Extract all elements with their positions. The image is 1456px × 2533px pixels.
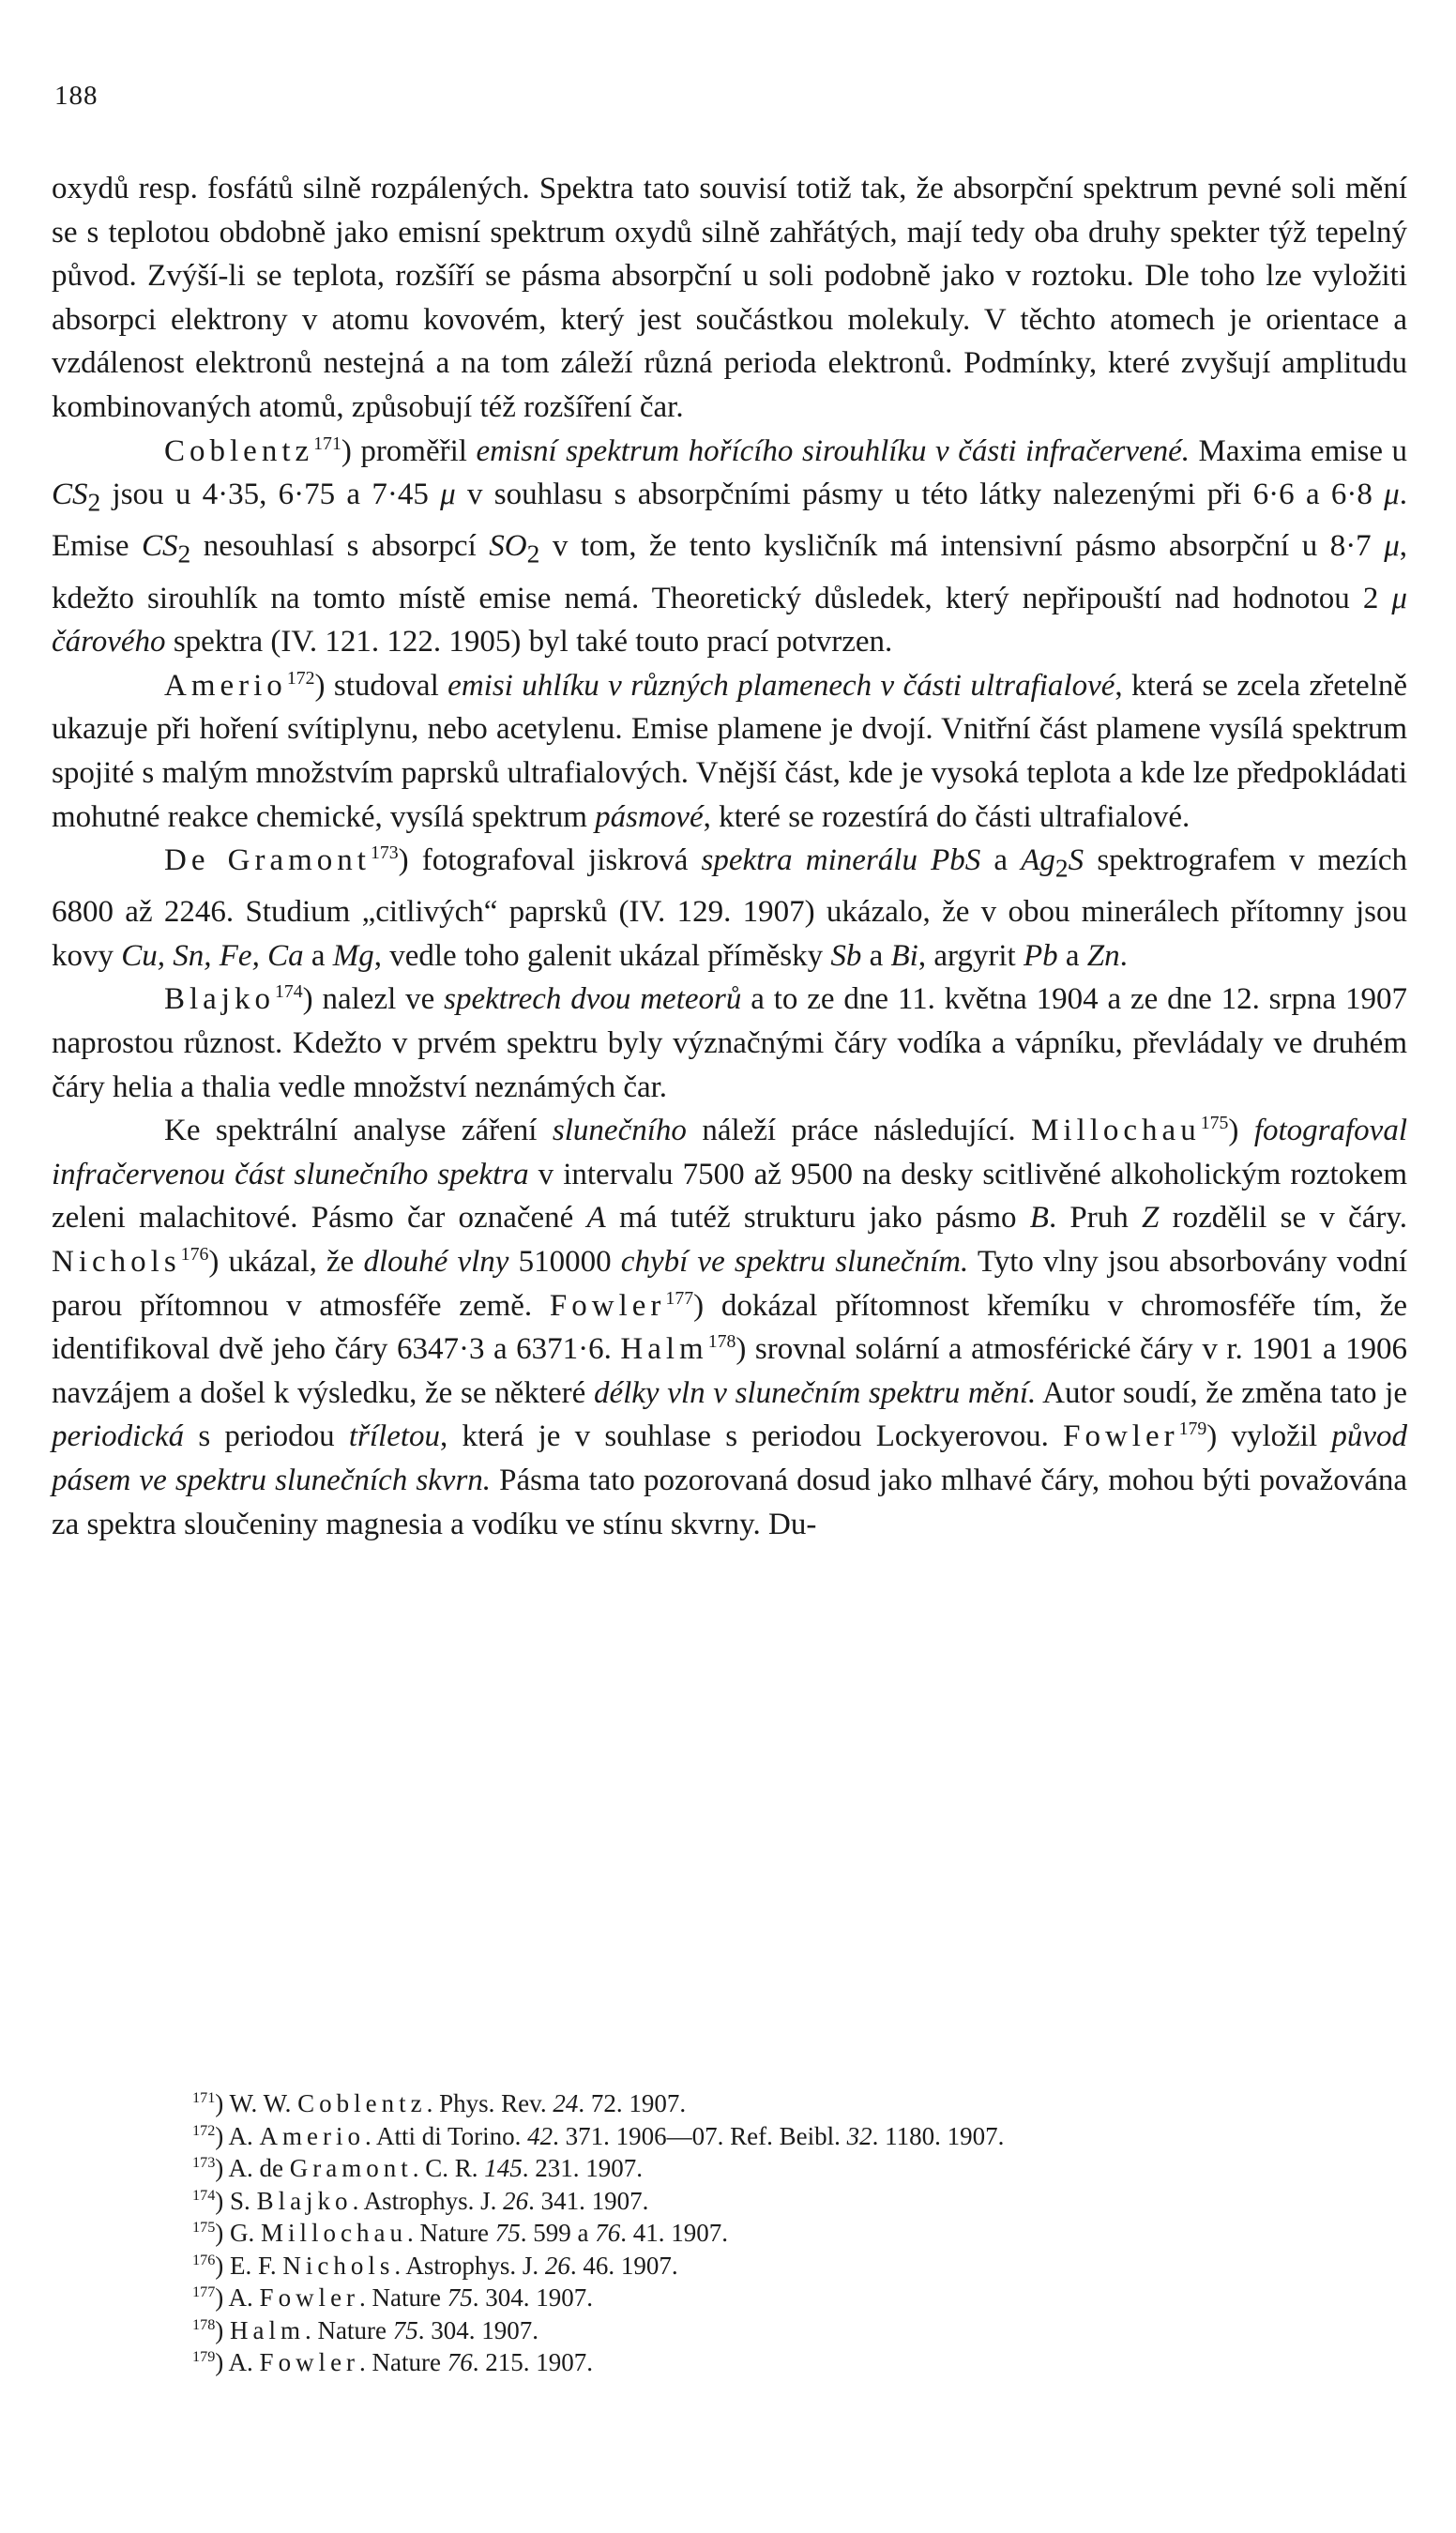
italic-text: Cu, Sn, Fe, Ca: [121, 938, 304, 973]
italic-text: CS: [142, 529, 178, 564]
text-run: . Pruh: [1048, 1201, 1143, 1236]
footnote-paren: ): [215, 2154, 229, 2182]
text-run: jsou u 4·35, 6·75 a 7·45: [100, 478, 441, 512]
footnote-number: 176: [192, 2251, 216, 2268]
text-run: . 215. 1907.: [472, 2348, 594, 2376]
italic-text: A: [586, 1201, 606, 1236]
text-run: , která je v souhlase s periodou Lockyerovou.: [440, 1419, 1064, 1454]
footnote-paren: ): [215, 2251, 231, 2280]
text-run: Maxima emise u: [1190, 433, 1408, 468]
author-name: Coblentz: [164, 433, 314, 468]
author-name: Millochau: [1031, 1114, 1201, 1148]
text-run: ) proměřil: [341, 433, 477, 468]
text-run: , argyrit: [918, 938, 1024, 973]
text-run: 510000: [508, 1245, 621, 1280]
text-run: má tutéž strukturu jako pásmo: [605, 1201, 1030, 1236]
text-run: . 41. 1907.: [620, 2219, 728, 2247]
italic-text: tříletou: [348, 1419, 441, 1454]
footnote-ref: 179: [1178, 1418, 1207, 1440]
italic-text: B: [1029, 1201, 1049, 1236]
italic-text: μ čárového: [52, 581, 1407, 660]
text-run: . Phys. Rev.: [426, 2089, 554, 2117]
italic-text: 75: [494, 2219, 521, 2247]
text-run: a: [303, 938, 333, 973]
text-run: náleží práce následující.: [686, 1114, 1032, 1148]
italic-text: periodická: [52, 1419, 185, 1454]
italic-text: pásmové: [595, 799, 704, 834]
footnote-paren: ): [215, 2186, 231, 2215]
italic-text: chybí ve spektru slunečním.: [620, 1245, 969, 1280]
italic-text: SO: [489, 529, 527, 564]
text-run: . 72. 1907.: [578, 2089, 687, 2117]
text-run: . 46. 1907.: [569, 2251, 678, 2280]
text-run: ): [1228, 1114, 1254, 1148]
author-name: Nichols: [52, 1245, 181, 1280]
footnote-paren: ): [215, 2315, 231, 2344]
text-run: Ke spektrální analyse záření: [164, 1114, 553, 1148]
footnote-ref: 174: [275, 981, 303, 1003]
text-run: ) nalezl ve: [302, 982, 445, 1017]
footnote: [52, 2250, 1407, 2283]
italic-text: Mg: [332, 938, 374, 973]
italic-text: Bi: [890, 938, 918, 973]
author-name: De Gramont: [164, 843, 371, 878]
italic-text: 32: [846, 2121, 872, 2150]
footnote: [52, 2346, 1407, 2379]
text-run: a to ze dne 11. května 1904 a ze dne 12. srpna 1907 naprostou různost. Kdežto v prvém spektru byly význačnými čáry vodíka a vápníku, převládaly ve druhém čáry helia a thalia vedle množství neznámých čar.: [52, 982, 1408, 1104]
text-run: s periodou: [184, 1419, 349, 1454]
footnote-number: 172: [192, 2121, 216, 2139]
text-run: A.: [228, 2348, 260, 2376]
text-run: rozdělil se v čáry.: [1159, 1201, 1408, 1236]
italic-text: 75: [447, 2283, 473, 2312]
footnote-ref: 171: [313, 432, 341, 454]
footnote: [52, 2314, 1407, 2347]
italic-text: spektra minerálu PbS: [701, 843, 981, 878]
author-name: Nichols: [282, 2251, 395, 2280]
text-run: , která se zcela zřetelně ukazuje při hoření svítiplynu, nebo acetylenu. Emise plamene je dvojí. Vnitřní část plamene vysílá spektrum spojité s malým množstvím paprsků ultrafialových. Vnější část, kde je vysoká teplota a kde lze předpokládati mohutné reakce chemické, vysílá spektrum: [52, 668, 1407, 834]
text-run: . 231. 1907.: [522, 2154, 644, 2182]
text-run: . 371. 1906—07. Ref. Beibl.: [553, 2121, 847, 2150]
italic-text: 75: [392, 2315, 418, 2344]
subscript: 2: [1054, 853, 1069, 883]
author-name: Fowler: [259, 2283, 360, 2312]
author-name: Fowler: [549, 1288, 666, 1323]
text-run: A.: [228, 2121, 260, 2150]
footnote-number: 175: [192, 2219, 216, 2236]
text-run: G.: [230, 2219, 262, 2247]
italic-text: emisi uhlíku v různých plamenech v části ultrafialové: [447, 668, 1115, 703]
text-run: , kdežto sirouhlík na tomto místě emise nemá. Theoretický důsledek, který nepřipouští nad hodnotou 2: [52, 529, 1408, 615]
body-text: [52, 167, 1407, 1546]
subscript: 2: [526, 538, 540, 569]
footnote-number: 174: [192, 2186, 216, 2204]
text-run: v tom, že tento kysličník má intensivní pásmo absorpční u 8·7: [539, 529, 1385, 564]
text-run: S.: [230, 2186, 257, 2215]
text-run: Tyto vlny jsou absorbovány vodní parou přítomnou v atmosféře země.: [52, 1245, 1408, 1323]
author-name: Millochau: [261, 2219, 408, 2247]
footnote-paren: ): [215, 2121, 229, 2150]
text-run: A. de: [228, 2154, 290, 2182]
text-run: a: [980, 843, 1022, 878]
footnotes: [52, 2087, 1407, 2379]
italic-text: Ag: [1021, 843, 1055, 878]
text-run: Pásma tato pozorovaná dosud jako mlhavé čáry, mohou býti považována za spektra sloučeniny magnesia a vodíku ve stínu skvrny. Du-: [52, 1464, 1407, 1541]
footnote-ref: 173: [370, 842, 399, 864]
text-run: . 304. 1907.: [472, 2283, 594, 2312]
footnote: [52, 2120, 1407, 2153]
footnote-number: 177: [192, 2283, 216, 2300]
italic-text: Pb: [1023, 938, 1058, 973]
italic-text: fotografoval infračervenou část slunečního spektra: [52, 1114, 1407, 1191]
text-run: . Nature: [359, 2348, 447, 2376]
text-run: . Emise: [52, 478, 1407, 564]
text-run: ) srovnal solární a atmosférické čáry v r. 1901 a 1906 navzájem a došel k výsledku, že se některé: [52, 1332, 1407, 1410]
text-run: . 341. 1907.: [528, 2186, 649, 2215]
text-run: .: [1119, 938, 1128, 973]
paragraph: [52, 167, 1407, 430]
italic-text: Zn: [1086, 938, 1120, 973]
footnote-ref: 172: [286, 667, 315, 689]
footnote: [52, 2087, 1407, 2120]
italic-text: Sb: [830, 938, 862, 973]
text-run: oxydů resp. fosfátů silně rozpálených. Spektra tato souvisí totiž tak, že absorpční spektrum pevné soli mění se s teplotou obdobně jako emisní spektrum oxydů silně zahřátých, mají tedy oba druhy spekter týž tepelný původ. Zvýší-li se teplota, rozšíří se pásma absorpční u soli podobně jako v roztoku. Dle toho lze vyložiti absorpci elektrony v atomu kovovém, který jest součástkou molekuly. V těchto atomech je orientace a vzdálenost elektronů nestejná a na tom záleží různá perioda elektronů. Podmínky, které zvyšují amplitudu kombinovaných atomů, způsobují též rozšíření čar.: [52, 172, 1407, 424]
italic-text: 24: [553, 2089, 579, 2117]
text-run: ) fotografoval jiskrová: [398, 843, 702, 878]
footnote-paren: ): [215, 2283, 229, 2312]
paragraph: [52, 430, 1407, 664]
text-run: . C. R.: [412, 2154, 485, 2182]
footnote-paren: ): [215, 2089, 230, 2117]
text-run: nesouhlasí s absorpcí: [190, 529, 490, 564]
author-name: Halm: [620, 1332, 708, 1367]
text-run: a: [861, 938, 891, 973]
footnote-ref: 178: [707, 1331, 736, 1353]
italic-text: 76: [447, 2348, 473, 2376]
text-run: ) vyložil: [1206, 1419, 1332, 1454]
italic-text: CS: [52, 478, 88, 512]
subscript: 2: [87, 487, 101, 517]
text-run: v souhlasu s absorpčními pásmy u této látky nalezenými při 6·6 a 6·8: [455, 478, 1385, 512]
author-name: Fowler: [259, 2348, 360, 2376]
text-run: , vedle toho galenit ukázal příměsky: [373, 938, 831, 973]
italic-text: slunečního: [552, 1114, 687, 1148]
text-run: a: [1057, 938, 1087, 973]
footnote-ref: 177: [665, 1287, 694, 1309]
italic-text: μ: [1384, 478, 1400, 512]
footnote: [52, 2185, 1407, 2218]
text-run: spektra (IV. 121. 122. 1905) byl také touto prací potvrzen.: [165, 625, 893, 660]
footnote-number: 179: [192, 2348, 216, 2365]
italic-text: 26: [544, 2251, 570, 2280]
footnote-number: 173: [192, 2154, 216, 2171]
author-name: Amerio: [164, 668, 287, 703]
footnote-paren: ): [215, 2348, 229, 2376]
footnote: [52, 2217, 1407, 2250]
footnote-number: 171: [192, 2089, 216, 2106]
text-run: ) studoval: [314, 668, 448, 703]
italic-text: μ: [1384, 529, 1400, 564]
author-name: Fowler: [1063, 1419, 1179, 1454]
italic-text: spektrech dvou meteorů: [444, 982, 742, 1017]
italic-text: dlouhé vlny: [363, 1245, 509, 1280]
italic-text: emisní spektrum hořícího sirouhlíku v části infračervené.: [476, 433, 1191, 468]
text-run: . 1180. 1907.: [872, 2121, 1005, 2150]
italic-text: Z: [1142, 1201, 1160, 1236]
page-number: 188: [54, 81, 99, 111]
author-name: Blajko: [256, 2186, 353, 2215]
author-name: Gramont: [289, 2154, 413, 2182]
text-run: . Astrophys. J.: [352, 2186, 504, 2215]
subscript: 2: [177, 538, 191, 569]
author-name: Coblentz: [297, 2089, 427, 2117]
italic-text: 26: [503, 2186, 529, 2215]
text-run: ) ukázal, že: [208, 1245, 364, 1280]
text-run: . Atti di Torino.: [365, 2121, 528, 2150]
footnote-number: 178: [192, 2315, 216, 2333]
paragraph: [52, 978, 1407, 1109]
text-run: E. F.: [230, 2251, 283, 2280]
text-run: W. W.: [229, 2089, 298, 2117]
italic-text: S: [1068, 843, 1084, 878]
text-run: . 304. 1907.: [417, 2315, 538, 2344]
author-name: Halm: [230, 2315, 306, 2344]
text-run: . 599 a: [520, 2219, 596, 2247]
paragraph: [52, 839, 1407, 978]
text-run: . Nature: [407, 2219, 495, 2247]
author-name: Amerio: [259, 2121, 366, 2150]
footnote: [52, 2152, 1407, 2185]
author-name: Blajko: [164, 982, 275, 1017]
italic-text: μ: [440, 478, 456, 512]
footnote: [52, 2282, 1407, 2314]
italic-text: 42: [527, 2121, 554, 2150]
paragraph: [52, 1109, 1407, 1546]
footnote-ref: 175: [1200, 1113, 1229, 1134]
text-run: ) dokázal přítomnost křemíku v chromosféře tím, že identifikoval dvě jeho čáry 6347·3 a 6371·6.: [52, 1288, 1407, 1367]
text-run: . Nature: [359, 2283, 447, 2312]
text-run: A.: [228, 2283, 260, 2312]
paragraph: [52, 664, 1407, 839]
italic-text: původ pásem ve spektru slunečních skvrn.: [52, 1419, 1407, 1497]
text-run: Autor soudí, že změna tato je: [1036, 1375, 1408, 1410]
text-run: v intervalu 7500 až 9500 na desky scitlivěné alkoholickým roztokem zeleni malachitové. Pásmo čar označené: [52, 1157, 1408, 1236]
italic-text: 145: [484, 2154, 523, 2182]
italic-text: 76: [595, 2219, 621, 2247]
text-run: spektrografem v mezích 6800 až 2246. Studium „citlivých“ paprsků (IV. 129. 1907) ukázalo, že v obou minerálech přítomny jsou kovy: [52, 843, 1408, 973]
footnote-paren: ): [215, 2219, 231, 2247]
text-run: . Astrophys. J.: [394, 2251, 545, 2280]
footnote-ref: 176: [180, 1244, 209, 1266]
text-run: , které se rozestírá do části ultrafialové.: [703, 799, 1191, 834]
italic-text: délky vln v slunečním spektru mění.: [593, 1375, 1037, 1410]
text-run: . Nature: [305, 2315, 393, 2344]
